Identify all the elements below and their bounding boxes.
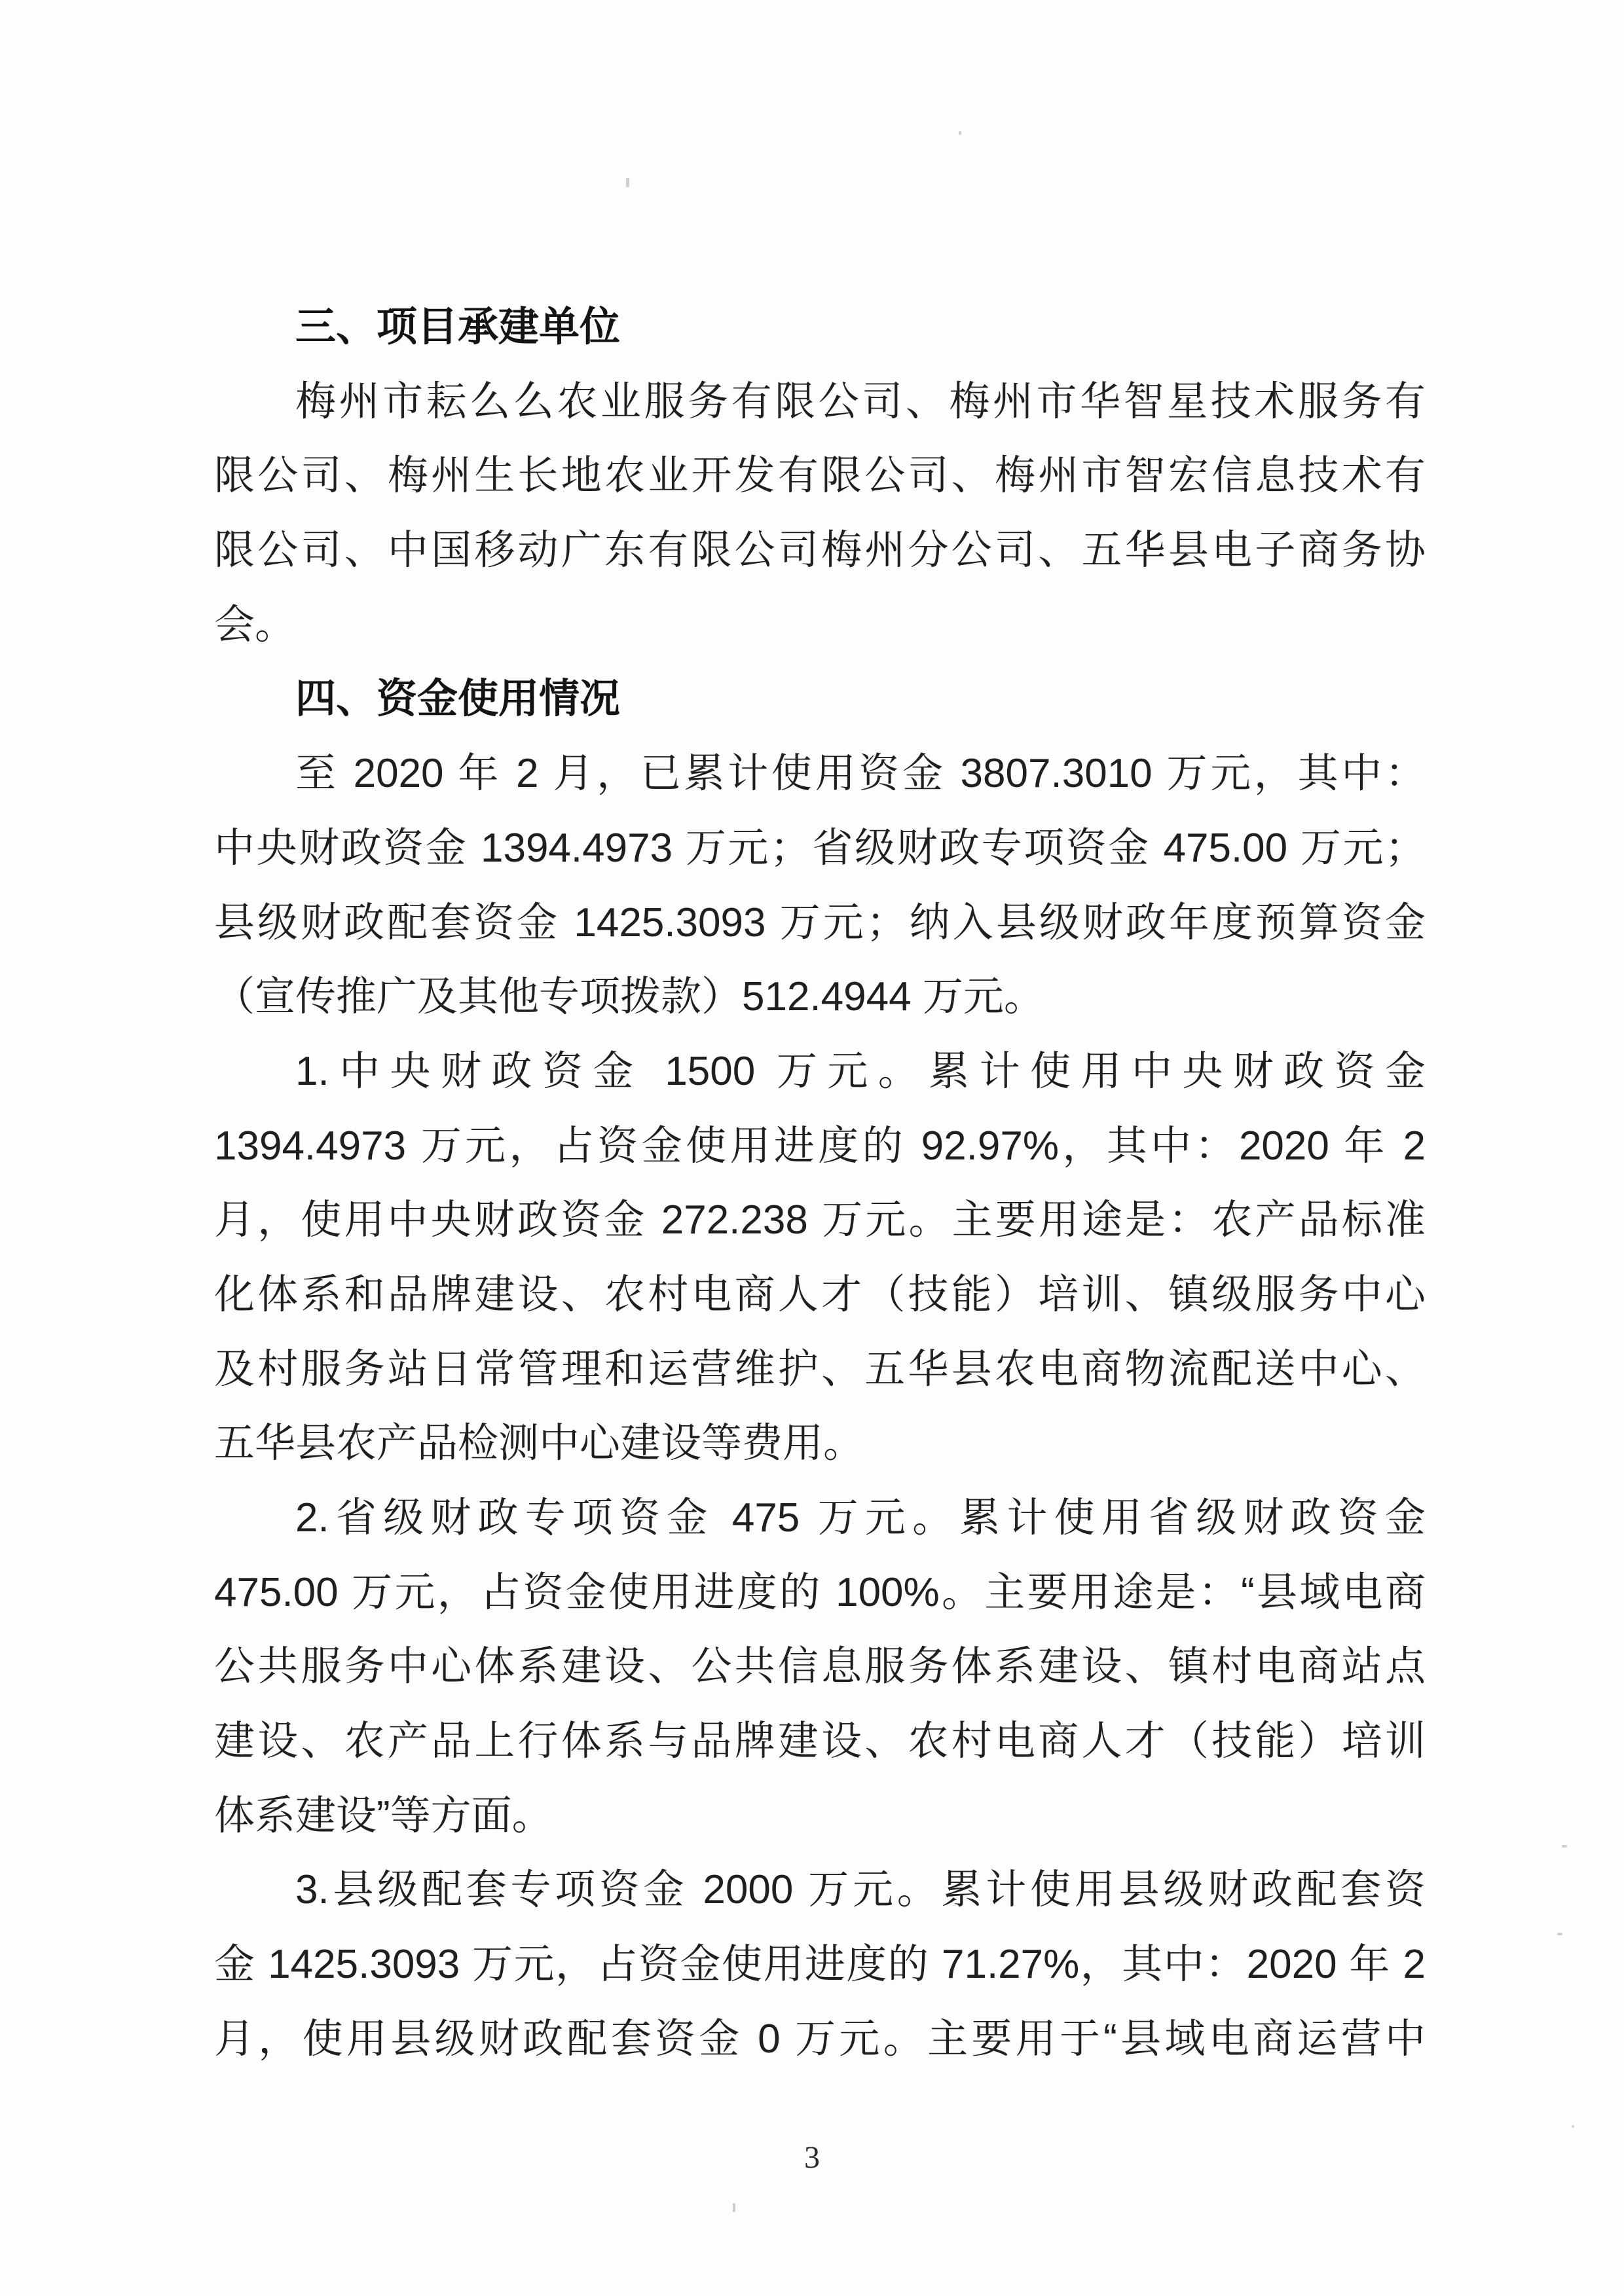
paragraph: [214, 365, 1426, 663]
paragraph: [214, 1853, 1426, 2076]
text-line: 3.县级配套专项资金 2000 万元。累计使用县级财政配套资: [295, 1867, 1426, 1913]
text-line: 体系建设”等方面。: [214, 1793, 553, 1838]
text-line: 及村服务站日常管理和运营维护、五华县农电商物流配送中心、: [214, 1346, 1426, 1392]
text-line: 中央财政资金 1394.4973 万元；省级财政专项资金 475.00 万元；: [214, 825, 1426, 871]
scan-speck: [1557, 1933, 1562, 1935]
page-number: 3: [804, 2140, 820, 2175]
scan-speck: [733, 2203, 735, 2212]
text-line: 县级财政配套资金 1425.3093 万元；纳入县级财政年度预算资金: [214, 900, 1426, 945]
paragraph: [214, 1034, 1426, 1481]
text-line: 至 2020 年 2 月，已累计使用资金 3807.3010 万元，其中：: [295, 751, 1426, 797]
text-line: 化体系和品牌建设、农村电商人才（技能）培训、镇级服务中心: [214, 1271, 1426, 1317]
text-line: 金 1425.3093 万元，占资金使用进度的 71.27%，其中：2020 年 2: [214, 1942, 1426, 1988]
scan-speck: [626, 178, 629, 187]
section-heading: 三、项目承建单位: [295, 304, 621, 350]
text-line: 建设、农产品上行体系与品牌建设、农村电商人才（技能）培训: [214, 1719, 1426, 1764]
paragraph: [214, 737, 1426, 1034]
text-line: 五华县农产品检测中心建设等费用。: [214, 1421, 864, 1467]
scan-speck: [959, 131, 961, 135]
text-line: 公共服务中心体系建设、公共信息服务体系建设、镇村电商站点: [214, 1644, 1426, 1690]
text-line: 梅州市耘么么农业服务有限公司、梅州市华智星技术服务有: [295, 378, 1426, 424]
text-line: 月，使用县级财政配套资金 0 万元。主要用于“县域电商运营中: [214, 2016, 1426, 2062]
section-heading: 四、资金使用情况: [295, 676, 621, 722]
text-line: （宣传推广及其他专项拨款）512.4944 万元。: [214, 974, 1044, 1020]
document-body: [214, 290, 1426, 2077]
text-line: 会。: [214, 602, 296, 647]
scan-speck: [1562, 1845, 1567, 1848]
text-line: 1394.4973 万元，占资金使用进度的 92.97%，其中：2020 年 2: [214, 1123, 1426, 1169]
text-line: 月，使用中央财政资金 272.238 万元。主要用途是：农产品标准: [214, 1197, 1426, 1243]
paragraph: [214, 1481, 1426, 1853]
text-line: 1.中央财政资金 1500 万元。累计使用中央财政资金: [295, 1048, 1426, 1094]
text-line: 475.00 万元，占资金使用进度的 100%。主要用途是：“县域电商: [214, 1569, 1426, 1615]
text-line: 限公司、中国移动广东有限公司梅州分公司、五华县电子商务协: [214, 528, 1426, 574]
text-line: 2.省级财政专项资金 475 万元。累计使用省级财政资金: [295, 1495, 1426, 1540]
text-line: 限公司、梅州生长地农业开发有限公司、梅州市智宏信息技术有: [214, 453, 1426, 499]
scan-speck: [1572, 2125, 1574, 2128]
